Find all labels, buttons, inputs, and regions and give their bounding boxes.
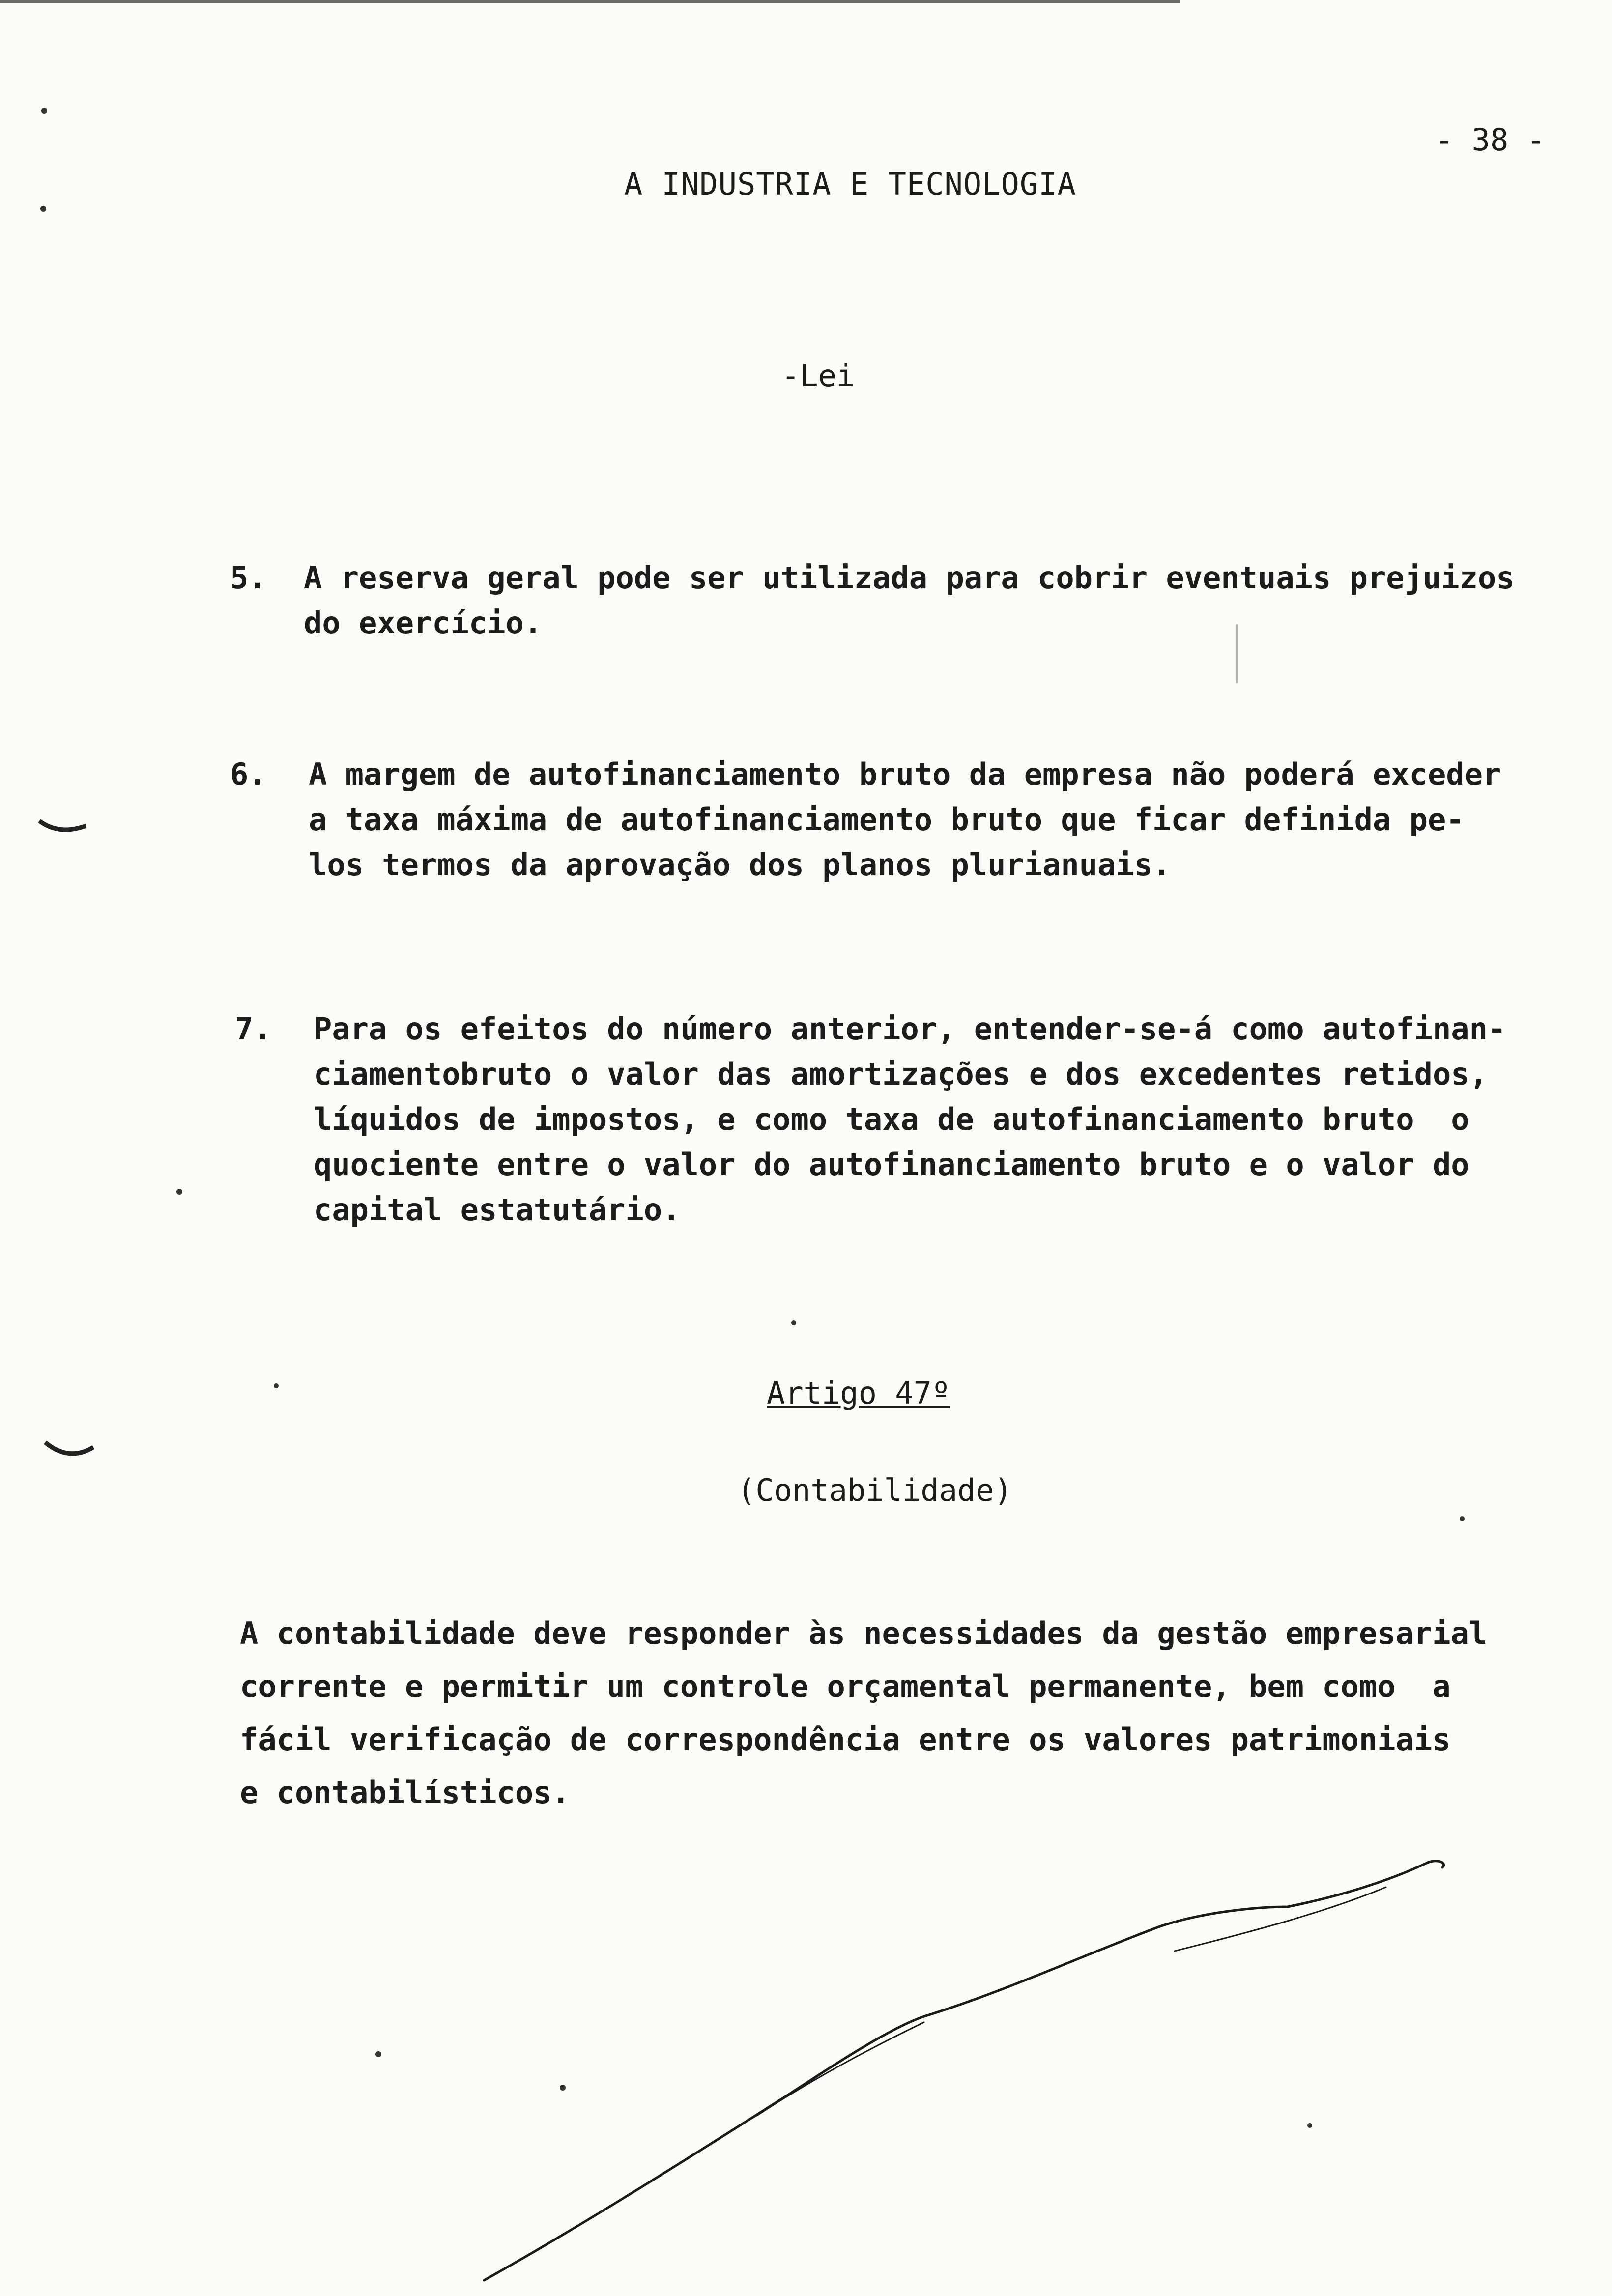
text-line: a taxa máxima de autofinanciamento bruto que ficar definida pe- (309, 802, 1465, 837)
text-line: Para os efeitos do número anterior, entender-se-á como autofinan- (314, 1011, 1506, 1047)
item-number: 7. (235, 1011, 272, 1047)
item-number: 5. (230, 560, 267, 596)
signature-stroke (484, 1861, 1444, 2280)
text-line: corrente e permitir um controle orçamental permanente, bem como a (240, 1668, 1451, 1704)
item-number: 6. (230, 756, 267, 792)
text-line: A contabilidade deve responder às necessidades da gestão empresarial (240, 1615, 1488, 1651)
section-label: -Lei (781, 358, 855, 394)
article-subheading: (Contabilidade) (737, 1472, 1012, 1508)
text-line: A margem de autofinanciamento bruto da empresa não poderá exceder (309, 756, 1501, 792)
text-line: fácil verificação de correspondência entre os valores patrimoniais (240, 1722, 1451, 1757)
text-line: líquidos de impostos, e como taxa de autofinanciamento bruto o (314, 1101, 1469, 1137)
page-number: - 38 - (1435, 122, 1545, 158)
text-line: e contabilísticos. (240, 1775, 570, 1810)
text-line: los termos da aprovação dos planos plurianuais. (309, 847, 1171, 883)
text-line: quociente entre o valor do autofinanciamento bruto e o valor do (314, 1147, 1469, 1182)
text-line: A reserva geral pode ser utilizada para cobrir eventuais prejuizos (304, 560, 1515, 596)
article-heading: Artigo 47º (767, 1375, 950, 1411)
document-header-title: A INDUSTRIA E TECNOLOGIA (624, 166, 1076, 202)
text-line: ciamentobruto o valor das amortizações e dos excedentes retidos, (314, 1056, 1488, 1092)
text-line: capital estatutário. (314, 1192, 681, 1228)
signature-stroke (757, 1887, 1386, 2116)
text-line: do exercício. (304, 605, 543, 641)
